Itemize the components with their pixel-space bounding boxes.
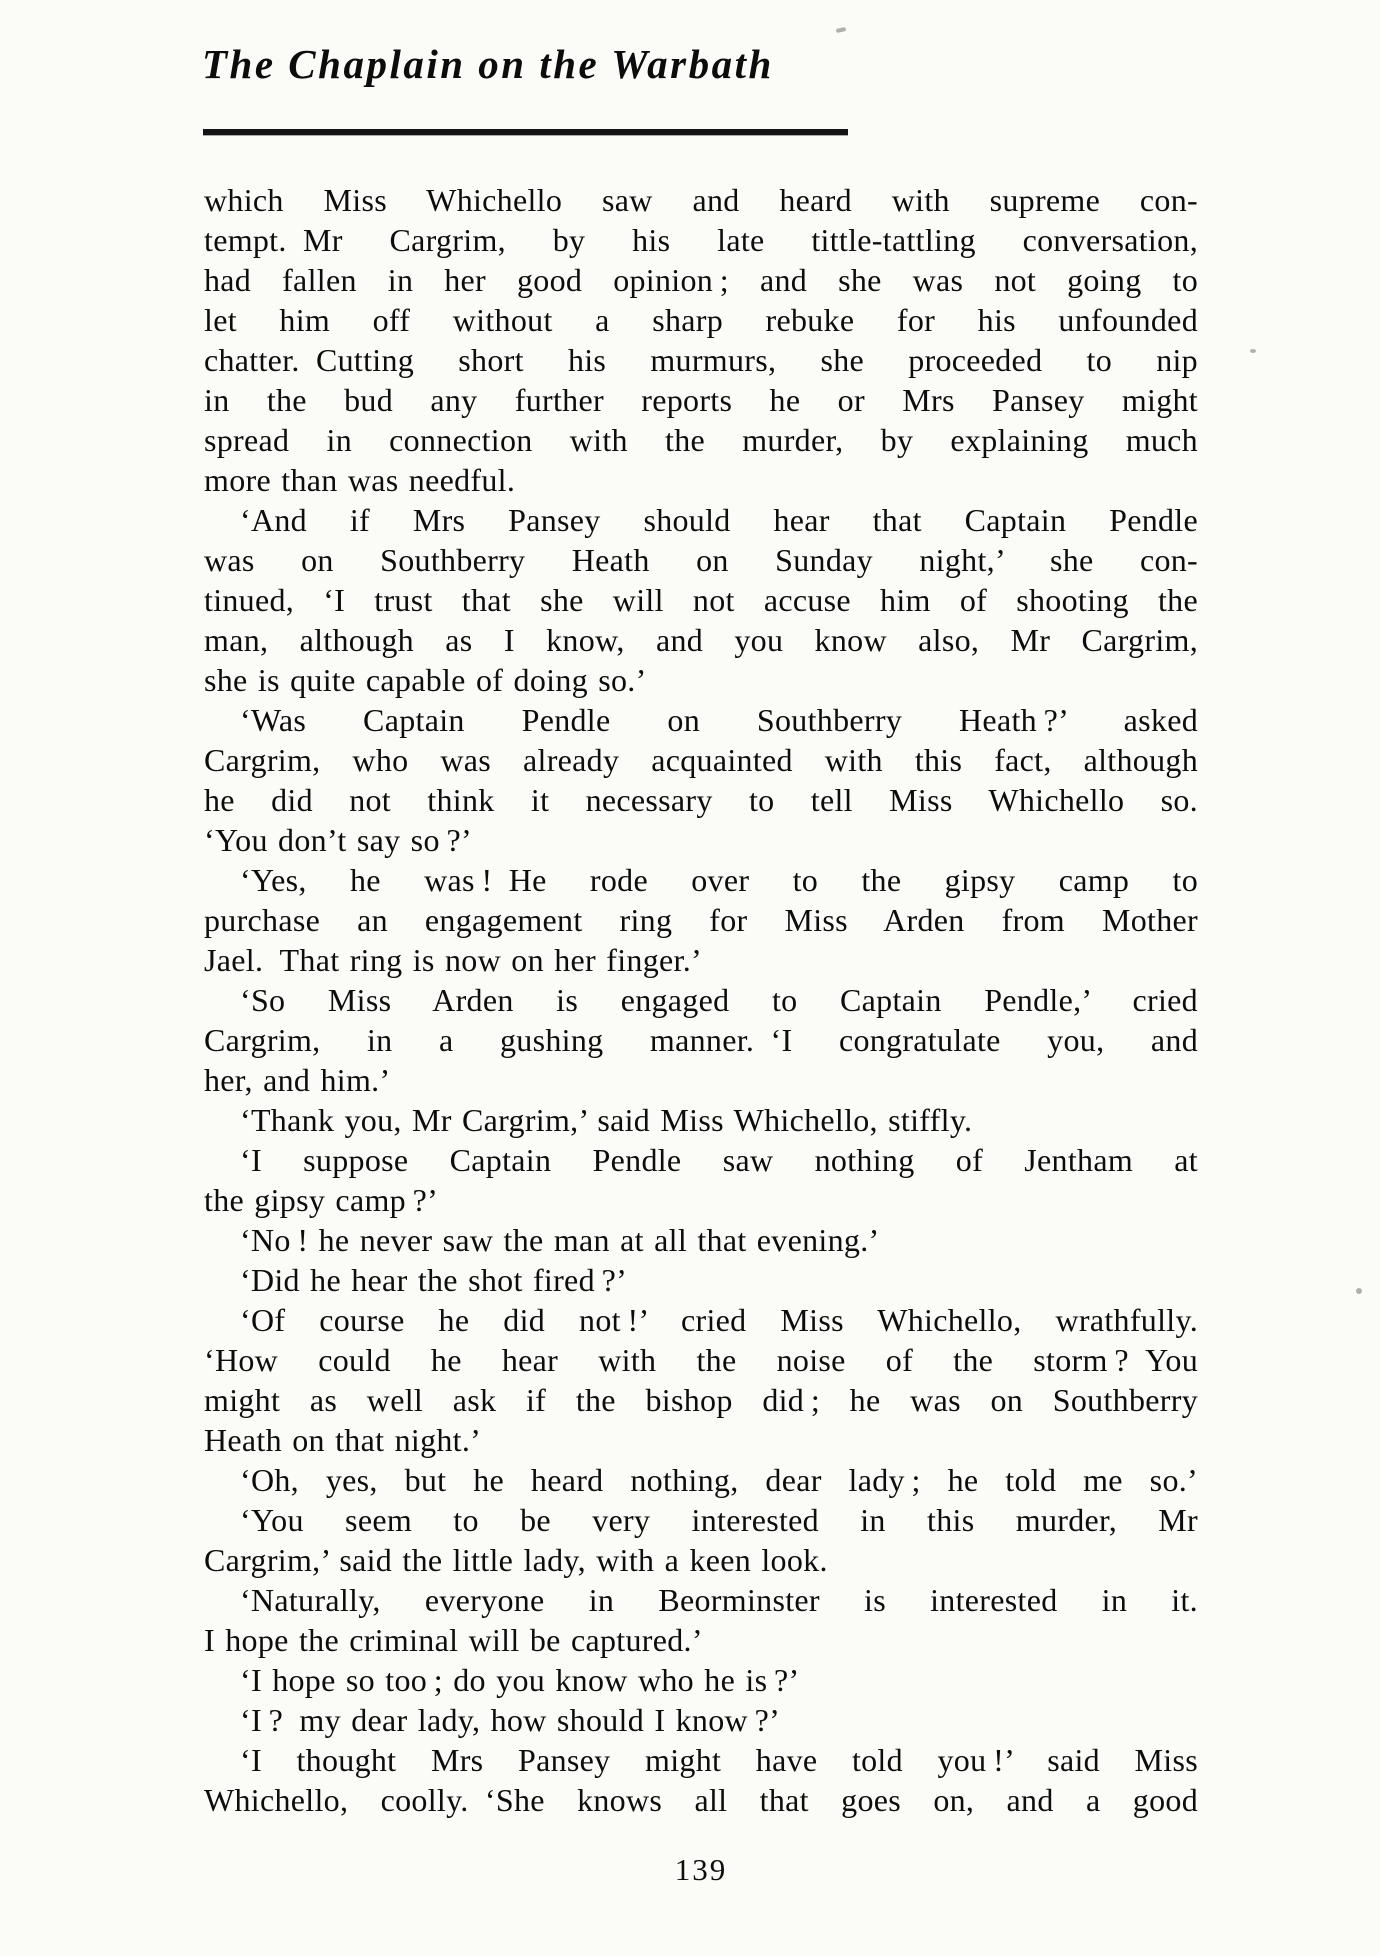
text-line: ‘Yes, he was ! He rode over to the gipsy camp to	[240, 862, 1198, 898]
paragraph	[204, 1660, 1198, 1700]
text-line: Cargrim, who was already acquainted with this fact, although	[204, 742, 1198, 778]
text-line: in the bud any further reports he or Mrs Pansey might	[204, 382, 1198, 418]
text-line: chatter. Cutting short his murmurs, she proceeded to nip	[204, 342, 1198, 378]
text-line: ‘You seem to be very interested in this murder, Mr	[240, 1502, 1198, 1538]
text-line: ‘Thank you, Mr Cargrim,’ said Miss Whichello, stiffly.	[240, 1102, 973, 1138]
text-line: ‘How could he hear with the noise of the storm ? You	[204, 1342, 1198, 1378]
page-number: 139	[674, 1852, 728, 1887]
paragraph	[204, 1260, 1198, 1300]
text-line: which Miss Whichello saw and heard with supreme con-	[204, 182, 1198, 218]
paragraph	[204, 1220, 1198, 1260]
text-line: ‘Naturally, everyone in Beorminster is interested in it.	[240, 1582, 1198, 1618]
paragraph	[204, 1700, 1198, 1740]
text-line: ‘I hope so too ; do you know who he is ?’	[240, 1662, 800, 1698]
text-line: tinued, ‘I trust that she will not accuse him of shooting the	[204, 582, 1198, 618]
text-line: ‘Oh, yes, but he heard nothing, dear lady ; he told me so.’	[240, 1462, 1198, 1498]
text-line: she is quite capable of doing so.’	[204, 662, 647, 698]
text-line: I hope the criminal will be captured.’	[204, 1622, 703, 1658]
paragraph	[204, 1580, 1198, 1660]
header-rule	[203, 129, 848, 135]
text-line: more than was needful.	[204, 462, 516, 498]
text-line: ‘I ? my dear lady, how should I know ?’	[240, 1702, 781, 1738]
text-line: Whichello, coolly. ‘She knows all that goes on, and a good	[204, 1782, 1198, 1818]
page-title: The Chaplain on the Warbath	[202, 41, 774, 87]
text-line: ‘I suppose Captain Pendle saw nothing of Jentham at	[240, 1142, 1198, 1178]
paragraph	[204, 1300, 1198, 1460]
text-line: tempt. Mr Cargrim, by his late tittle-tattling conversation,	[204, 222, 1198, 258]
text-line: Jael. That ring is now on her finger.’	[204, 942, 702, 978]
scan-speck	[1250, 349, 1256, 353]
paragraph	[204, 1100, 1198, 1140]
text-line: Cargrim, in a gushing manner. ‘I congratulate you, and	[204, 1022, 1198, 1058]
text-line: man, although as I know, and you know also, Mr Cargrim,	[204, 622, 1198, 658]
text-line: her, and him.’	[204, 1062, 391, 1098]
text-line: ‘And if Mrs Pansey should hear that Captain Pendle	[240, 502, 1198, 538]
text-line: ‘So Miss Arden is engaged to Captain Pendle,’ cried	[240, 982, 1198, 1018]
text-line: the gipsy camp ?’	[204, 1182, 439, 1218]
text-line: ‘I thought Mrs Pansey might have told you !’ said Miss	[240, 1742, 1198, 1778]
paragraph	[204, 1740, 1198, 1820]
paragraph	[204, 500, 1198, 700]
text-line: ‘You don’t say so ?’	[204, 822, 472, 858]
text-line: purchase an engagement ring for Miss Arden from Mother	[204, 902, 1198, 938]
text-line: let him off without a sharp rebuke for his unfounded	[204, 302, 1198, 338]
scan-speck	[836, 27, 847, 33]
paragraph	[204, 860, 1198, 980]
scan-speck	[1356, 1288, 1362, 1294]
text-line: Heath on that night.’	[204, 1422, 482, 1458]
text-line: spread in connection with the murder, by explaining much	[204, 422, 1198, 458]
text-line: was on Southberry Heath on Sunday night,’ she con-	[204, 542, 1198, 578]
text-line: might as well ask if the bishop did ; he was on Southberry	[204, 1382, 1198, 1418]
paragraph	[204, 980, 1198, 1100]
paragraph	[204, 1140, 1198, 1220]
paragraph	[204, 700, 1198, 860]
paragraph	[204, 1460, 1198, 1500]
paragraph	[204, 1500, 1198, 1580]
text-line: ‘Of course he did not !’ cried Miss Whichello, wrathfully.	[240, 1302, 1198, 1338]
text-line: ‘No ! he never saw the man at all that evening.’	[240, 1222, 880, 1258]
text-line: had fallen in her good opinion ; and she was not going to	[204, 262, 1198, 298]
text-line: ‘Did he hear the shot fired ?’	[240, 1262, 628, 1298]
body-text	[204, 180, 1198, 1820]
text-line: ‘Was Captain Pendle on Southberry Heath ?’ asked	[240, 702, 1198, 738]
text-line: he did not think it necessary to tell Miss Whichello so.	[204, 782, 1198, 818]
paragraph	[204, 180, 1198, 500]
text-line: Cargrim,’ said the little lady, with a keen look.	[204, 1542, 828, 1578]
